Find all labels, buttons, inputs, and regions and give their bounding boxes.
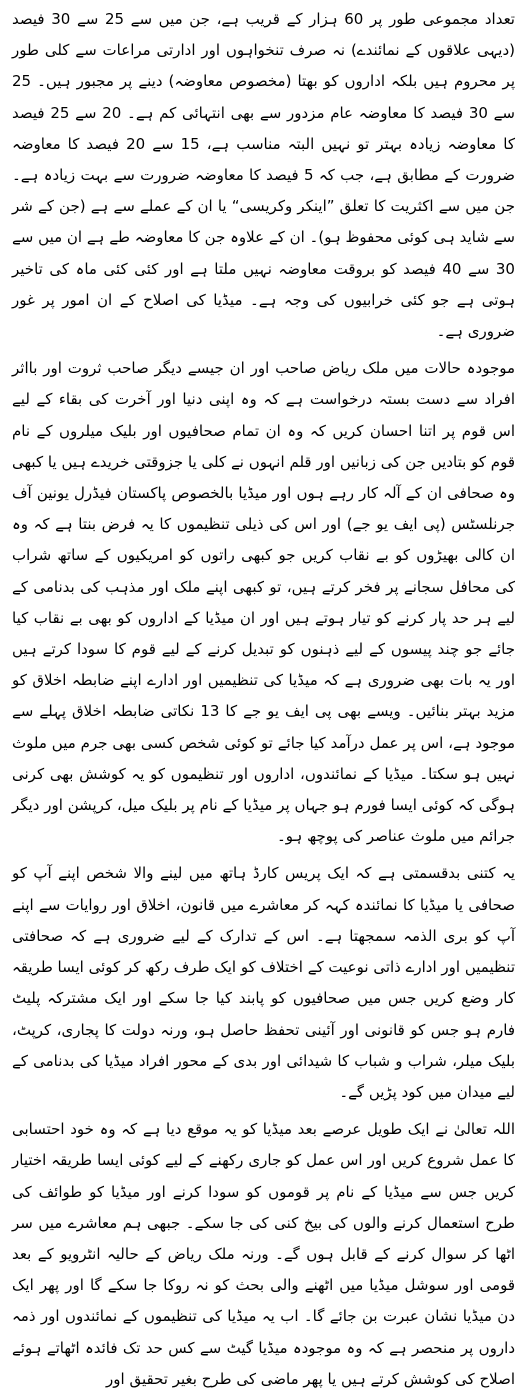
article-paragraph-1: تعداد مجموعی طور پر 60 ہزار کے قریب ہے، جن میں سے 25 سے 30 فیصد (دیہی علاقوں کے نمائندے) نہ صرف تنخواہوں اور ادارتی مراعات سے کلی طور پر محروم ہیں بلکہ اداروں کو بھتا (مخصوص معاوضہ) دینے پر مجبور ہیں۔ 25 سے 30 فیصد کا معاوضہ عام مزدور سے بھی انتہائی کم ہے۔ 20 سے 25 فیصد کا معاوضہ زیادہ بہتر تو نہیں البتہ مناسب ہے، 15 سے 20 فیصد کا معاوضہ ضرورت کے مطابق ہے، جب کہ 5 فیصد کا معاوضہ ضرورت سے بہت زیادہ ہے۔ جن میں سے اکثریت کا تعلق ”اینکر وکریسی“ یا ان کے عملے سے ہے (جن کے شر سے شاید ہی کوئی محفوظ ہو)۔ ان کے علاوہ جن کا معاوضہ طے ہے ان میں سے 30 سے 40 فیصد کو بروقت معاوضہ نہیں ملتا ہے اور کئی کئی ماہ کی تاخیر ہوتی ہے جو کئی خرابیوں کی وجہ ہے۔ میڈیا کی اصلاح کے ان امور پر غور ضروری ہے۔: [12, 10, 515, 341]
article-paragraph-3: یہ کتنی بدقسمتی ہے کہ ایک پریس کارڈ ہاتھ میں لینے والا شخص اپنے آپ کو صحافی یا میڈیا کا نمائندہ کہہ کر معاشرے میں قانون، اخلاق اور روایات سے اپنے آپ کو بری الذمہ سمجھتا ہے۔ اس کے تدارک کے لیے ضروری ہے کہ صحافتی تنظیمیں اور ادارے ذاتی نوعیت کے اختلاف کو ایک طرف رکھ کر کوئی ایسا طریقہ کار وضع کریں جس میں صحافیوں کو پابند کیا جا سکے اور ایک مشترکہ پلیٹ فارم ہو جس کو قانونی اور آئینی تحفظ حاصل ہو، ورنہ دولت کا پجاری، کرپٹ، بلیک میلر، شراب و شباب کا شیدائی اور بدی کے محور افراد میڈیا کی بدنامی کے لیے میدان میں کود پڑیں گے۔: [12, 864, 515, 1101]
article-paragraph-4: اللہ تعالیٰ نے ایک طویل عرصے بعد میڈیا کو یہ موقع دیا ہے کہ وہ خود احتسابی کا عمل شروع کریں اور اس عمل کو جاری رکھنے کے لیے کوئی ایسا طریقہ اختیار کریں جس سے میڈیا کے نام پر قوموں کو سودا کرنے اور میڈیا کو طوائف کی طرح استعمال کرنے والوں کی بیخ کنی کی جا سکے۔ جبھی ہم معاشرے میں سر اٹھا کر سوال کرنے کے قابل ہوں گے۔ ورنہ ملک ریاض کے حالیہ انٹرویو کے بعد قومی اور سوشل میڈیا میں اٹھنے والی بحث کو نہ روکا جا سکے گا اور پھر ایک دن میڈیا نشان عبرت بن جائے گا۔ اب یہ میڈیا کی تنظیموں کے نمائندوں اور ذمہ داروں پر منحصر ہے کہ وہ موجودہ میڈیا گیٹ سے کس حد تک فائدہ اٹھاتے ہوئے اصلاح کی کوشش کرتے ہیں یا پھر ماضی کی طرح بغیر تحقیق اور: [12, 1120, 515, 1388]
article-paragraph-2: موجودہ حالات میں ملک ریاض صاحب اور ان جیسے دیگر صاحب ثروت اور بااثر افراد سے دست بستہ درخواست ہے کہ وہ اپنی دنیا اور آخرت کی بقاء کے لیے اس قوم پر اتنا احسان کریں کہ وہ ان تمام صحافیوں اور بلیک میلروں کے نام قوم کو بتادیں جن کی زبانیں اور قلم انہوں نے کلی یا جزوقتی خریدے ہیں یا کبھی وہ صحافی ان کے آلہ کار رہے ہوں اور میڈیا بالخصوص پاکستان فیڈرل یونین آف جرنلسٹس (پی ایف یو جے) اور اس کی ذیلی تنظیموں کا یہ فرض بنتا ہے کہ وہ ان کالی بھیڑوں کو بے نقاب کریں جو کبھی راتوں کو امریکیوں کے ساتھ شراب کی محافل سجانے پر فخر کرتے ہیں، تو کبھی اپنے ملک اور مذہب کی بدنامی کے لیے ہر حد پار کرنے کو تیار ہوتے ہیں اور ان میڈیا کے اداروں کو بھی بے نقاب کیا جائے جو چند پیسوں کے لیے ذہنوں کو تبدیل کرنے کے لیے قوم کا سودا کرتے ہیں اور یہ بات بھی ضروری ہے کہ میڈیا کی تنظیمیں اور ادارے اپنے ضابطہ اخلاق کو مزید بہتر بنائیں۔ ویسے بھی پی ایف یو جے کا 13 نکاتی ضابطہ اخلاق پہلے سے موجود ہے، اس پر عمل درآمد کیا جائے تو کوئی شخص کسی بھی جرم میں ملوث نہیں ہو سکتا۔ میڈیا کے نمائندوں، اداروں اور تنظیموں کو یہ کوشش بھی کرنی ہوگی کہ کوئی ایسا فورم ہو جہاں پر میڈیا کے نام پر بلیک میل، کرپشن اور دیگر جرائم میں ملوث عناصر کی پوچھ ہو۔: [12, 359, 515, 846]
